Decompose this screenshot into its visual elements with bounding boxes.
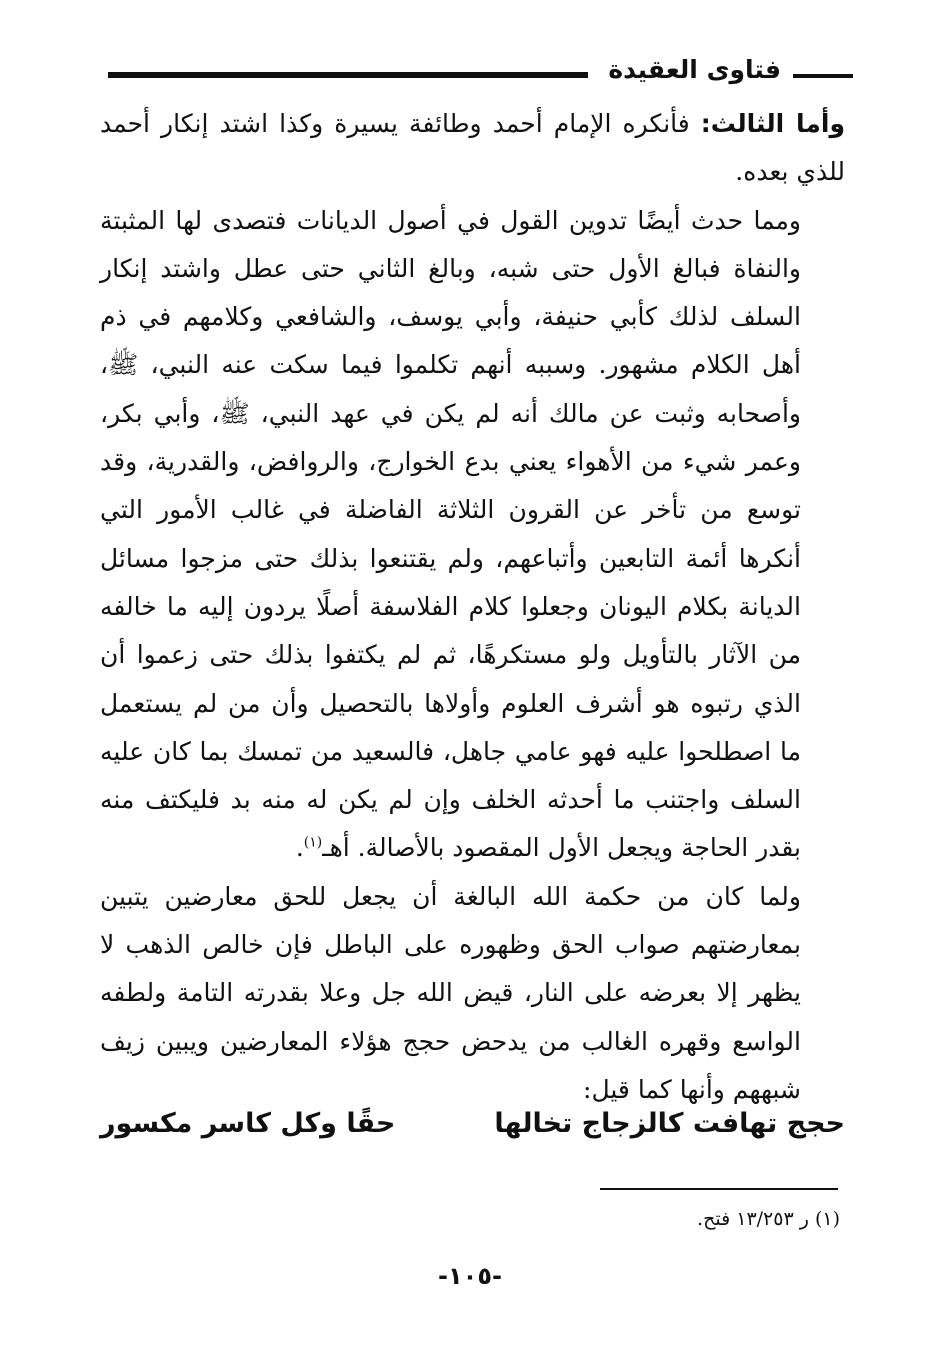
footnote-rule bbox=[600, 1188, 838, 1190]
page-number: -١٠٥- bbox=[438, 1262, 502, 1290]
body-text bbox=[100, 100, 845, 1114]
poem-verse bbox=[100, 1108, 845, 1158]
paragraph-text: فأنكره الإمام أحمد وطائفة يسيرة وكذا اشتد إنكار أحمد للذي بعده. bbox=[100, 109, 845, 187]
paragraph-lead: وأما الثالث: bbox=[700, 109, 845, 138]
poem-second-hemistich: حقًا وكل كاسر مكسور bbox=[100, 1108, 396, 1139]
footnote-reference: (١) bbox=[303, 835, 323, 852]
paragraph-3 bbox=[100, 873, 845, 1114]
running-header bbox=[108, 52, 853, 92]
paragraph-text: ولما كان من حكمة الله البالغة أن يجعل للحق معارضين يتبين بمعارضتهم صواب الحق وظهوره على الباطل فإن خالص الذهب لا يظهر إلا بعرضه على النار، قيض الله جل وعلا بقدرته التامة ولطفه الواسع وقهره الغالب من يدحض حجج هؤلاء المعارضين ويبين زيف شبههم وأنها كما قيل: bbox=[100, 881, 801, 1104]
header-rule-long bbox=[108, 72, 588, 78]
footnote: (١) ر ١٣/٢٥٣ فتح. bbox=[697, 1208, 840, 1230]
poem-first-hemistich: حجج تهافت كالزجاج تخالها bbox=[494, 1108, 845, 1139]
paragraph-text: ومما حدث أيضًا تدوين القول في أصول الديانات فتصدى لها المثبتة والنفاة فبالغ الأول حتى شبه، وبالغ الثاني حتى عطل واشتد إنكار السلف لذلك كأبي حنيفة، وأبي يوسف، والشافعي وكلامهم في ذم أهل الكلام مشهور. وسببه أنهم تكلموا فيما سكت عنه النبي، ﷺ، وأصحابه وثبت عن مالك أنه لم يكن في عهد النبي، ﷺ، وأبي بكر، وعمر شيء من الأهواء يعني بدع الخوارج، والروافض، والقدرية، وقد توسع من تأخر عن القرون الثلاثة الفاضلة في غالب الأمور التي أنكرها أئمة التابعين وأتباعهم، ولم يقتنعوا بذلك حتى مزجوا مسائل الديانة بكلام اليونان وجعلوا كلام الفلاسفة أصلًا يردون إليه ما خالفه من الآثار بالتأويل ولو مستكرهًا، ثم لم يكتفوا بذلك حتى زعموا أن الذي رتبوه هو أشرف العلوم وأولاها بالتحصيل وأن من لم يستعمل ما اصطلحوا عليه فهو عامي جاهل، فالسعيد من تمسك بما كان عليه السلف واجتنب ما أحدثه الخلف وإن لم يكن له منه بد فليكتف منه بقدر الحاجة ويجعل الأول المقصود بالأصالة. أهـ bbox=[100, 205, 801, 863]
header-title: فتاوى العقيدة bbox=[608, 55, 781, 84]
paragraph-2 bbox=[100, 197, 845, 873]
header-rule-short bbox=[793, 74, 853, 78]
paragraph-1 bbox=[100, 100, 845, 197]
paragraph-tail: . bbox=[295, 833, 304, 863]
